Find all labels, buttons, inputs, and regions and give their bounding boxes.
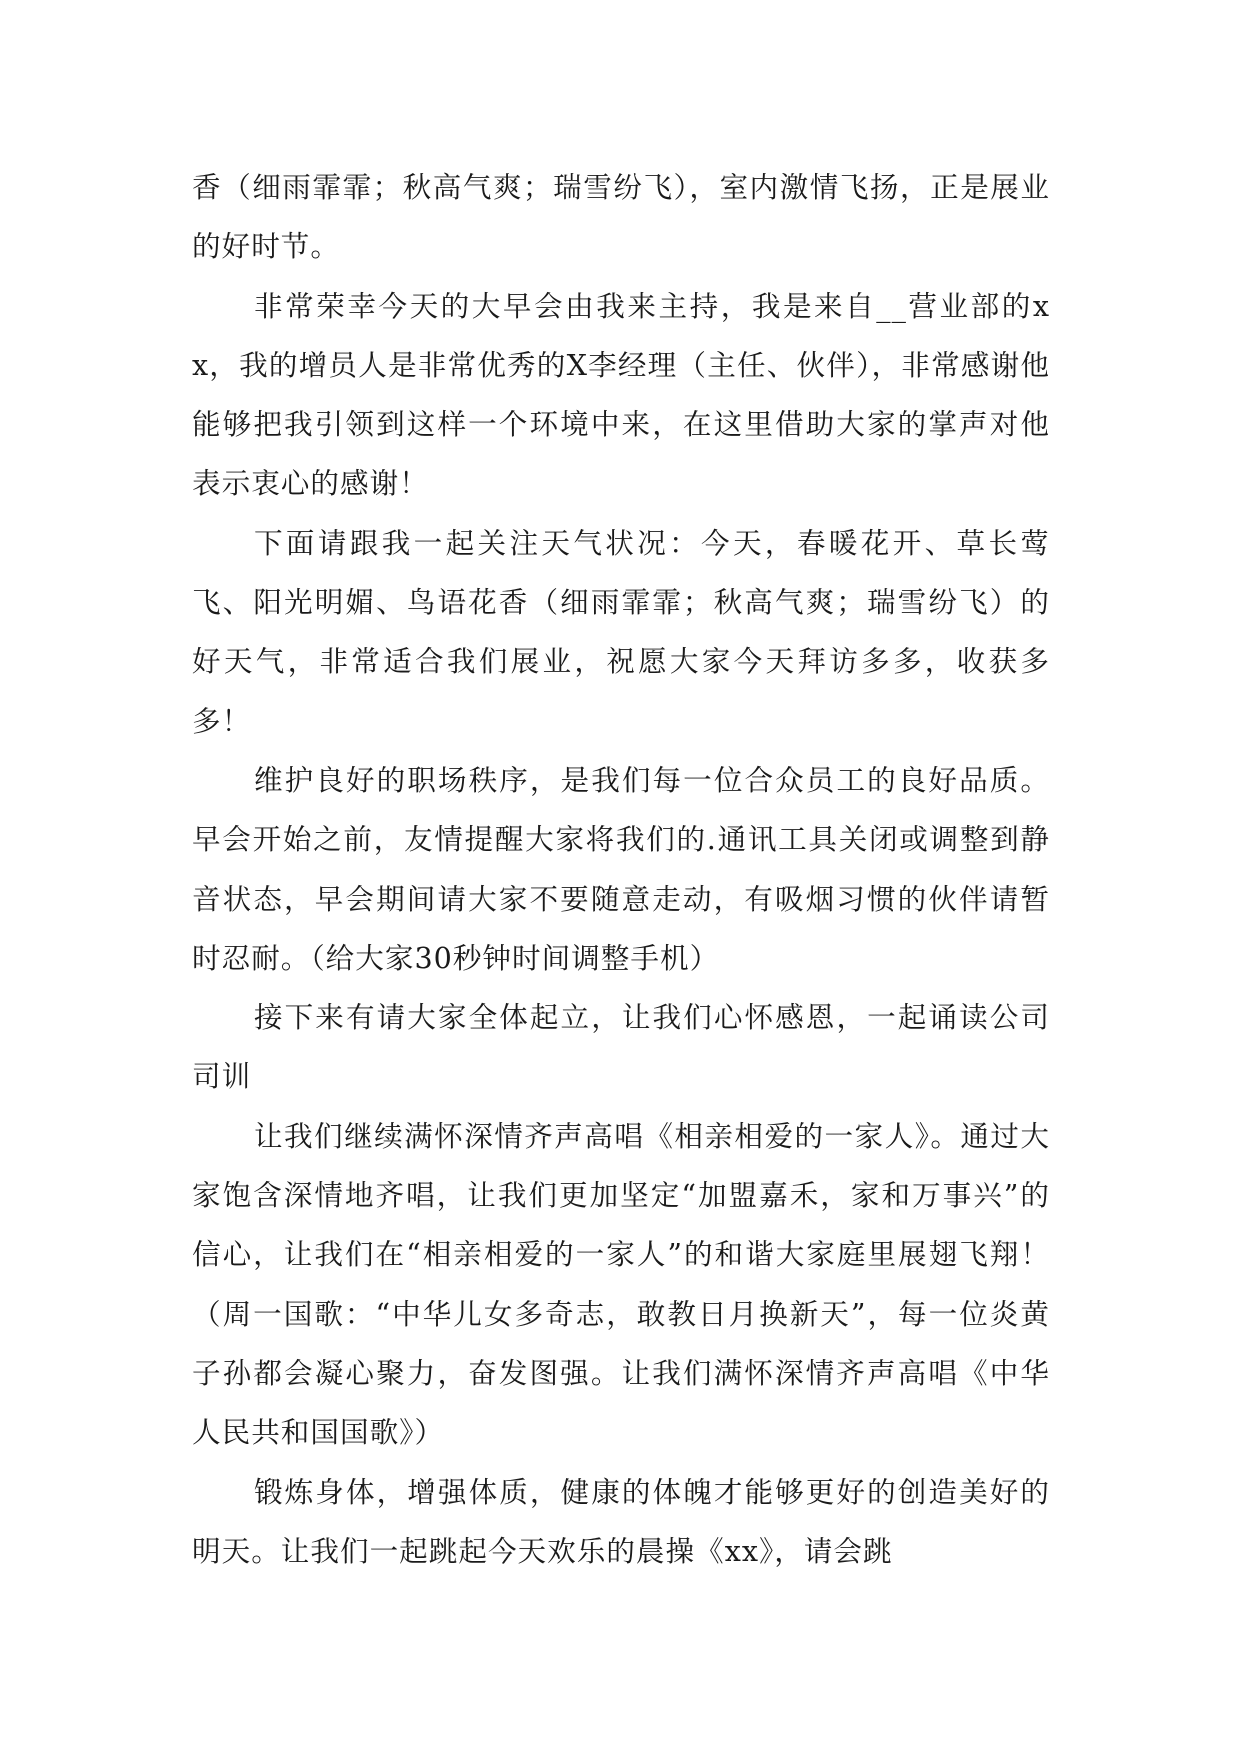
paragraph-morning-exercise: 锻炼身体，增强体质，健康的体魄才能够更好的创造美好的明天。让我们一起跳起今天欢乐的晨操《xx》，请会跳: [192, 1474, 1050, 1568]
paragraph-company-motto: 接下来有请大家全体起立，让我们心怀感恩，一起诵读公司司训: [192, 1000, 1050, 1094]
document-body: [192, 158, 1050, 1581]
paragraph-singing: 让我们继续满怀深情齐声高唱《相亲相爱的一家人》。通过大家饱含深情地齐唱，让我们更加坚定“加盟嘉禾，家和万事兴”的信心，让我们在“相亲相爱的一家人”的和谐大家庭里展翅飞翔！（周一国歌：“中华儿女多奇志，敢教日月换新天”，每一位炎黄子孙都会凝心聚力，奋发图强。让我们满怀深情齐声高唱《中华人民共和国国歌》）: [192, 1118, 1050, 1450]
paragraph-weather-report: 下面请跟我一起关注天气状况：今天，春暖花开、草长莺飞、阳光明媚、鸟语花香（细雨霏霏；秋高气爽；瑞雪纷飞）的好天气，非常适合我们展业，祝愿大家今天拜访多多，收获多多！: [192, 525, 1050, 738]
paragraph-opening-weather: 香（细雨霏霏；秋高气爽；瑞雪纷飞），室内激情飞扬，正是展业的好时节。: [192, 170, 1050, 264]
paragraph-host-introduction: 非常荣幸今天的大早会由我来主持，我是来自__营业部的xx，我的增员人是非常优秀的X李经理（主任、伙伴），非常感谢他能够把我引领到这样一个环境中来，在这里借助大家的掌声对他表示衷心的感谢！: [192, 288, 1050, 501]
paragraph-meeting-order: 维护良好的职场秩序，是我们每一位合众员工的良好品质。早会开始之前，友情提醒大家将我们的.通讯工具关闭或调整到静音状态，早会期间请大家不要随意走动，有吸烟习惯的伙伴请暂时忍耐。（给大家30秒钟时间调整手机）: [192, 762, 1050, 975]
